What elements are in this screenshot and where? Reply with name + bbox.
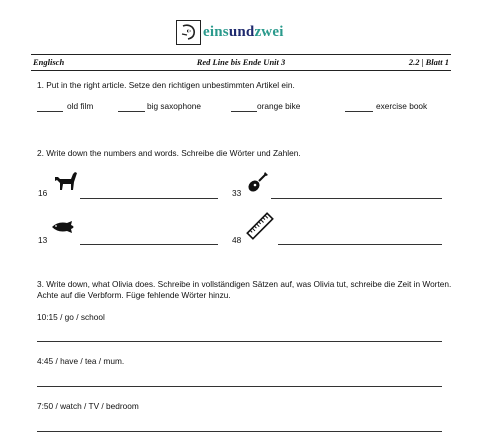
answer-line[interactable] [37, 341, 442, 342]
eye-face-icon [176, 20, 201, 45]
answer-line[interactable] [278, 244, 442, 245]
task1-item-4: exercise book [376, 101, 428, 111]
task3-instruction: 3. Write down, what Olivia does. Schreibe in vollständigen Sätzen auf, was Olivia tut, schreibe die Zeit in Worten. Achte auf die Verbform. Füge fehlende Wörter hinzu. [37, 279, 452, 300]
logo [176, 19, 284, 45]
task2-number-2: 33 [232, 188, 242, 198]
answer-line[interactable] [37, 111, 63, 112]
worksheet [31, 0, 451, 447]
answer-line[interactable] [37, 431, 442, 432]
task3-item-1: 10:15 / go / school [37, 312, 105, 322]
task1-instruction: 1. Put in the right article. Setze den richtigen unbestimmten Artikel ein. [37, 80, 295, 90]
fish-icon [50, 219, 78, 235]
subject-label: Englisch [33, 57, 65, 67]
task1-item-3: orange bike [257, 101, 301, 111]
task2-instruction: 2. Write down the numbers and words. Schreibe die Wörter und Zahlen. [37, 148, 301, 158]
task2-number-4: 48 [232, 235, 242, 245]
answer-line[interactable] [37, 386, 442, 387]
logo-text: einsundzwei [203, 23, 284, 40]
ruler-icon [244, 210, 276, 242]
task1-item-2: big saxophone [147, 101, 201, 111]
answer-line[interactable] [345, 111, 373, 112]
answer-line[interactable] [80, 198, 218, 199]
answer-line[interactable] [118, 111, 145, 112]
task2-number-3: 13 [38, 235, 48, 245]
task1-item-1: old film [67, 101, 94, 111]
guitar-icon [245, 171, 269, 195]
unit-title: Red Line bis Ende Unit 3 [196, 57, 286, 67]
answer-line[interactable] [231, 111, 257, 112]
task3-item-2: 4:45 / have / tea / mum. [37, 356, 125, 366]
worksheet-header [31, 54, 451, 71]
task2-number-1: 16 [38, 188, 48, 198]
answer-line[interactable] [271, 198, 442, 199]
answer-line[interactable] [80, 244, 218, 245]
sheet-number: 2.2 | Blatt 1 [408, 57, 449, 67]
task3-item-3: 7:50 / watch / TV / bedroom [37, 401, 139, 411]
horse-icon [53, 170, 79, 192]
